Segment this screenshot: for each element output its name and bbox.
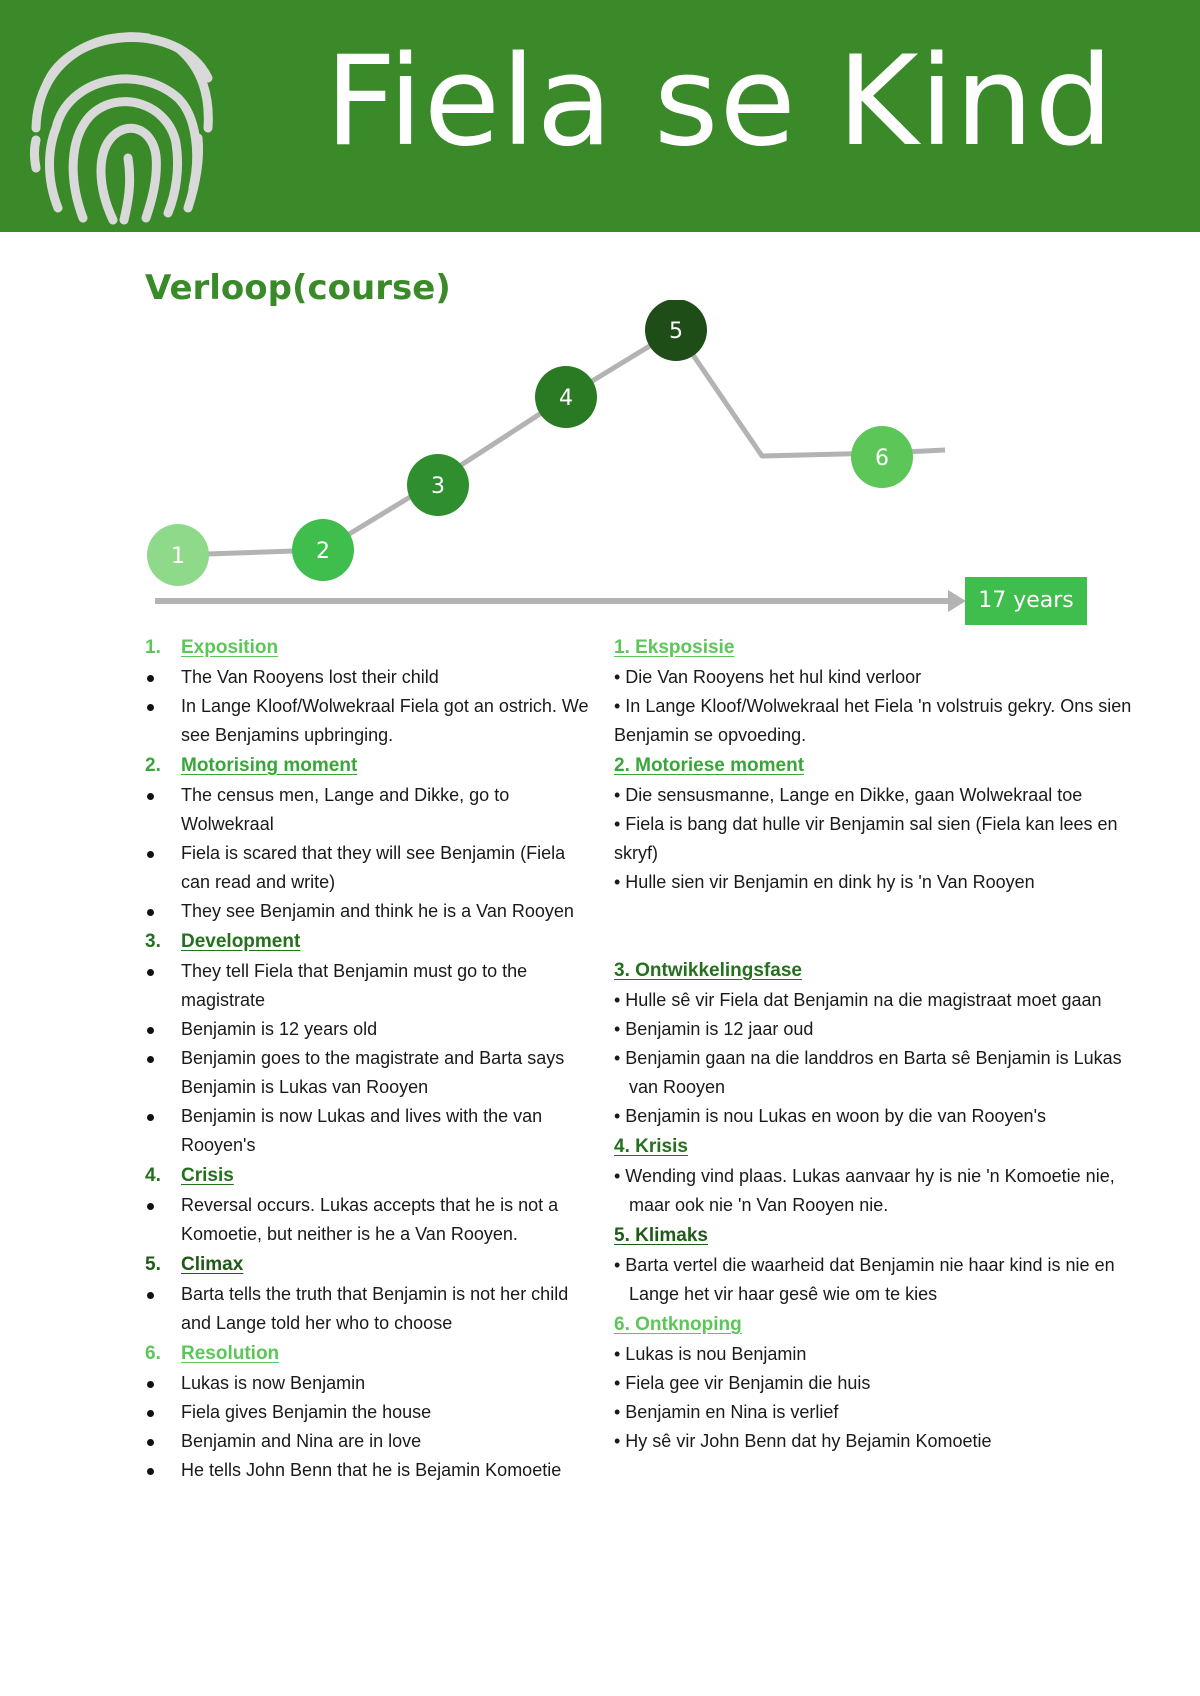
english-stage-6 (145, 1338, 595, 1485)
stage-number: 1. (145, 637, 161, 658)
list-item: • Fiela is bang dat hulle vir Benjamin sal sien (Fiela kan lees en skryf) (614, 814, 1118, 863)
list-item: • Wending vind plaas. Lukas aanvaar hy is nie 'n Komoetie nie, maar ook nie 'n Van Rooyen nie. (614, 1166, 1115, 1215)
english-stage-2 (145, 750, 595, 926)
english-column (145, 632, 595, 1485)
list-item: • Hulle sien vir Benjamin en dink hy is 'n Van Rooyen (614, 872, 1035, 892)
stage-title: Crisis (181, 1165, 234, 1186)
afrikaans-column (614, 632, 1134, 1456)
stage-heading (145, 632, 595, 663)
english-stage-5 (145, 1249, 595, 1338)
stage-title: 3. Ontwikkelingsfase (614, 960, 802, 981)
stage-title: 4. Krisis (614, 1136, 688, 1157)
stage-number: 2. (145, 755, 161, 776)
list-item: • Die Van Rooyens het hul kind verloor (614, 667, 922, 687)
stage-heading (614, 1131, 1134, 1162)
list-item: Benjamin goes to the magistrate and Barta says Benjamin is Lukas van Rooyen (145, 1044, 595, 1102)
english-stage-4 (145, 1160, 595, 1249)
list-item: Fiela gives Benjamin the house (145, 1398, 595, 1427)
list-item: They tell Fiela that Benjamin must go to the magistrate (145, 957, 595, 1015)
list-item: Benjamin is 12 years old (145, 1015, 595, 1044)
page-title: Fiela se Kind (325, 30, 1115, 174)
list-item: • Die sensusmanne, Lange en Dikke, gaan Wolwekraal toe (614, 785, 1083, 805)
stage-title: Development (181, 931, 301, 952)
stage-title: Resolution (181, 1343, 280, 1364)
list-item: Reversal occurs. Lukas accepts that he is not a Komoetie, but neither is he a Van Rooyen. (145, 1191, 595, 1249)
fingerprint-icon (28, 8, 218, 226)
list-item: • Lukas is nou Benjamin (614, 1344, 807, 1364)
stage-heading (614, 750, 1134, 781)
afrikaans-stage-3 (614, 955, 1134, 1131)
afrikaans-stage-1 (614, 632, 1134, 750)
list-item: Lukas is now Benjamin (145, 1369, 595, 1398)
stage-heading (614, 1220, 1134, 1251)
stage-heading (614, 632, 1134, 663)
stage-number: 6. (145, 1343, 161, 1364)
afrikaans-stage-4 (614, 1131, 1134, 1220)
list-item: The Van Rooyens lost their child (145, 663, 595, 692)
list-item: • Benjamin is nou Lukas en woon by die van Rooyen's (614, 1106, 1046, 1126)
timeline-node-4 (535, 366, 597, 428)
timeline-node-label: 5 (669, 319, 683, 344)
list-item: • Benjamin is 12 jaar oud (614, 1019, 814, 1039)
timeline-node-2 (292, 519, 354, 581)
stage-title: Motorising moment (181, 755, 358, 776)
section-heading: Verloop(course) (145, 268, 451, 308)
stage-title: 6. Ontknoping (614, 1314, 742, 1335)
list-item: The census men, Lange and Dikke, go to Wolwekraal (145, 781, 595, 839)
list-item: They see Benjamin and think he is a Van Rooyen (145, 897, 595, 926)
list-item: Benjamin is now Lukas and lives with the van Rooyen's (145, 1102, 595, 1160)
stage-title: 1. Eksposisie (614, 637, 735, 658)
afrikaans-stage-6 (614, 1309, 1134, 1456)
stage-heading (145, 1249, 595, 1280)
stage-heading (145, 750, 595, 781)
english-stage-1 (145, 632, 595, 750)
list-item: • Fiela gee vir Benjamin die huis (614, 1373, 871, 1393)
afrikaans-stage-2 (614, 750, 1134, 897)
list-item: He tells John Benn that he is Bejamin Komoetie (145, 1456, 595, 1485)
stage-number: 5. (145, 1254, 161, 1275)
list-item: • Hulle sê vir Fiela dat Benjamin na die magistraat moet gaan (614, 990, 1102, 1010)
stage-number: 4. (145, 1165, 161, 1186)
timeline-node-label: 3 (431, 474, 445, 499)
stage-title: Climax (181, 1254, 244, 1275)
duration-badge: 17 years (965, 577, 1087, 625)
stage-heading (145, 1160, 595, 1191)
timeline-node-label: 1 (171, 544, 185, 569)
timeline-node-5 (645, 300, 707, 361)
timeline-node-1 (147, 524, 209, 586)
stage-heading (614, 955, 1134, 986)
timeline-node-label: 2 (316, 539, 330, 564)
list-item: Barta tells the truth that Benjamin is not her child and Lange told her who to choose (145, 1280, 595, 1338)
timeline-node-label: 4 (559, 386, 573, 411)
stage-title: 2. Motoriese moment (614, 755, 805, 776)
timeline-node-label: 6 (875, 446, 889, 471)
list-item: Fiela is scared that they will see Benjamin (Fiela can read and write) (145, 839, 595, 897)
stage-title: Exposition (181, 637, 279, 658)
english-stage-3 (145, 926, 595, 1160)
list-item: • Benjamin en Nina is verlief (614, 1402, 839, 1422)
stage-number: 3. (145, 931, 161, 952)
list-item: Benjamin and Nina are in love (145, 1427, 595, 1456)
timeline-node-3 (407, 454, 469, 516)
list-item: • Hy sê vir John Benn dat hy Bejamin Komoetie (614, 1431, 992, 1451)
list-item: • In Lange Kloof/Wolwekraal het Fiela 'n volstruis gekry. Ons sien Benjamin se opvoeding. (614, 696, 1132, 745)
header-banner (0, 0, 1200, 232)
list-item: In Lange Kloof/Wolwekraal Fiela got an ostrich. We see Benjamins upbringing. (145, 692, 595, 750)
list-item: • Barta vertel die waarheid dat Benjamin nie haar kind is nie en Lange het vir haar gesê wie om te kies (614, 1255, 1115, 1304)
stage-heading (145, 1338, 595, 1369)
stage-heading (145, 926, 595, 957)
stage-title: 5. Klimaks (614, 1225, 708, 1246)
stage-heading (614, 1309, 1134, 1340)
timeline-node-6 (851, 426, 913, 488)
afrikaans-stage-5 (614, 1220, 1134, 1309)
list-item: • Benjamin gaan na die landdros en Barta sê Benjamin is Lukas van Rooyen (614, 1048, 1122, 1097)
